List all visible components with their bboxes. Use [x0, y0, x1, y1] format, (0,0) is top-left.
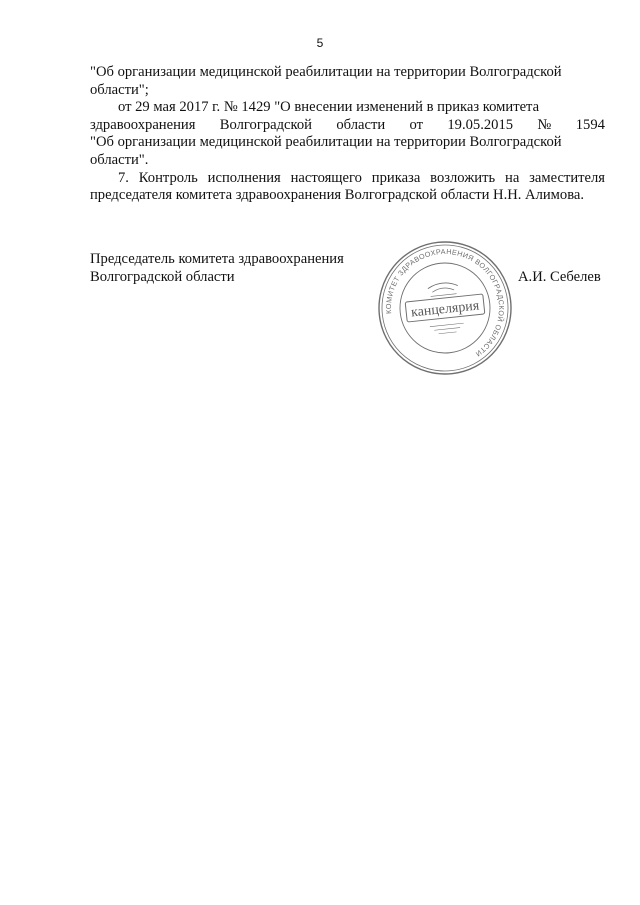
stamp-decoration-icon — [430, 323, 465, 335]
official-stamp — [369, 232, 521, 384]
word: 1594 — [575, 116, 605, 133]
word: области — [336, 116, 386, 133]
document-body — [90, 64, 605, 205]
page-number: 5 — [316, 36, 324, 50]
paragraph-2-line-1: от 29 мая 2017 г. № 1429 "О внесении изменений в приказ комитета — [118, 99, 540, 116]
paragraph-2-line-2 — [90, 117, 605, 135]
word: Волгоградской — [219, 116, 312, 133]
word: № — [537, 116, 552, 133]
paragraph-2-line-3: "Об организации медицинской реабилитации на территории Волгоградской — [90, 134, 562, 151]
signer-name: А.И. Себелев — [518, 269, 601, 285]
signature-title-line-2: Волгоградской области — [90, 269, 235, 285]
stamp-graphic — [369, 232, 521, 384]
word: здравоохранения — [90, 116, 196, 133]
paragraph-1-line-1: "Об организации медицинской реабилитации на территории Волгоградской — [90, 64, 562, 80]
signature-title — [90, 250, 344, 286]
stamp-ring-text: КОМИТЕТ ЗДРАВООХРАНЕНИЯ ВОЛГОГРАДСКОЙ ОБЛАСТИ — [383, 246, 507, 359]
paragraph-3: 7. Контроль исполнения настоящего приказа возложить на заместителя председателя комитета здравоохранения Волгоградской области Н.Н. Алимова. — [90, 169, 605, 204]
stamp-center-text: канцелярия — [410, 298, 480, 321]
paragraph-2 — [90, 99, 605, 117]
paragraph-1 — [90, 64, 605, 99]
paragraph-2-line-4: области". — [90, 151, 149, 168]
paragraph-1-line-2: области"; — [90, 81, 149, 98]
word: от — [409, 116, 423, 133]
word: 19.05.2015 — [447, 116, 514, 133]
paragraph-2-continued — [90, 134, 605, 169]
signature-title-line-1: Председатель комитета здравоохранения — [90, 251, 344, 267]
stamp-emblem-icon — [427, 282, 458, 297]
